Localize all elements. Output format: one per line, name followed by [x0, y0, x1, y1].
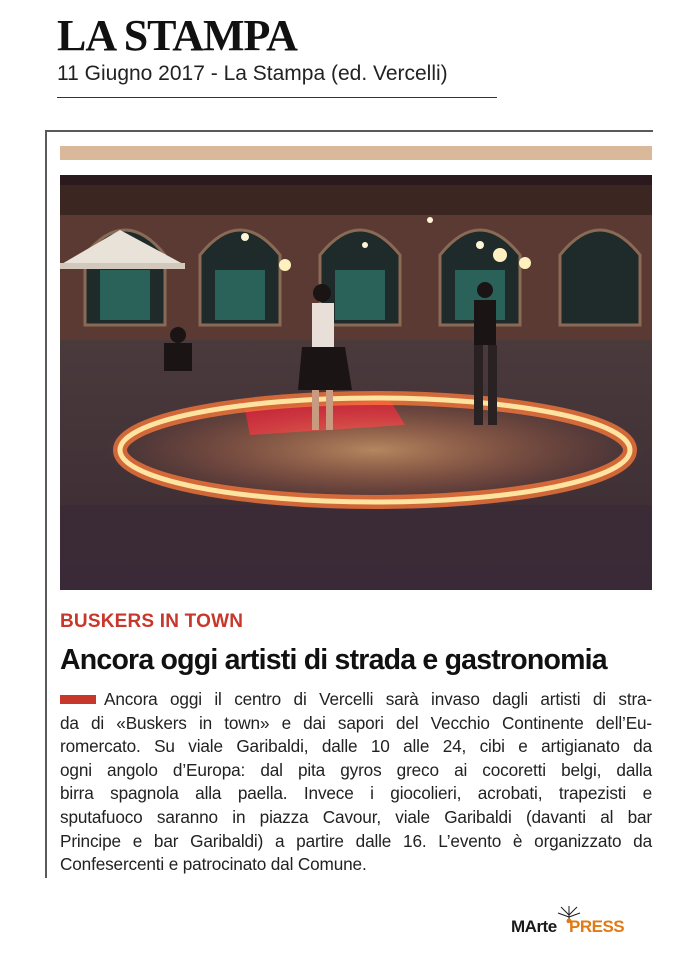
logo-text-marte: MArte: [511, 917, 557, 936]
section-color-bar: [60, 146, 652, 160]
body-line-text: Ancora oggi il centro di Vercelli sarà invaso dagli artisti di stra-: [104, 689, 652, 709]
article-kicker: BUSKERS IN TOWN: [60, 611, 244, 632]
article-body: [60, 688, 652, 877]
article-photo: [60, 175, 652, 590]
body-line: ogni angolo d’Europa: dal pita gyros greco ai cocoretti belgi, dalla: [60, 759, 652, 780]
body-line: romercato. Su viale Garibaldi, dalle 10 alle 24, cibi e artigianato da: [60, 736, 652, 757]
body-line: birra spagnola alla paella. Invece i giocolieri, acrobati, trapezisti e: [60, 783, 652, 804]
body-line: sputafuoco saranno in piazza Cavour, viale Garibaldi (davanti al bar: [60, 806, 652, 827]
logo-text-press: PRESS: [569, 917, 625, 936]
clipping-frame-left: [45, 130, 47, 878]
body-line: da di «Buskers in town» e dai sapori del Vecchio Continente dell’Eu-: [60, 712, 652, 733]
body-line: Confesercenti e patrocinato dal Comune.: [60, 854, 367, 875]
newspaper-masthead: LA STAMPA: [57, 11, 297, 60]
dateline: 11 Giugno 2017 - La Stampa (ed. Vercelli): [57, 62, 448, 85]
article-headline: Ancora oggi artisti di strada e gastronomia: [60, 644, 607, 676]
red-lead-rule: [60, 695, 96, 704]
body-line: Principe e bar Garibaldi) a partire dalle 16. L’evento è organizzato da: [60, 830, 652, 851]
marte-press-logo: [511, 903, 631, 943]
clipping-frame-top: [45, 130, 653, 132]
body-line: [60, 688, 652, 712]
divider: [57, 97, 497, 98]
